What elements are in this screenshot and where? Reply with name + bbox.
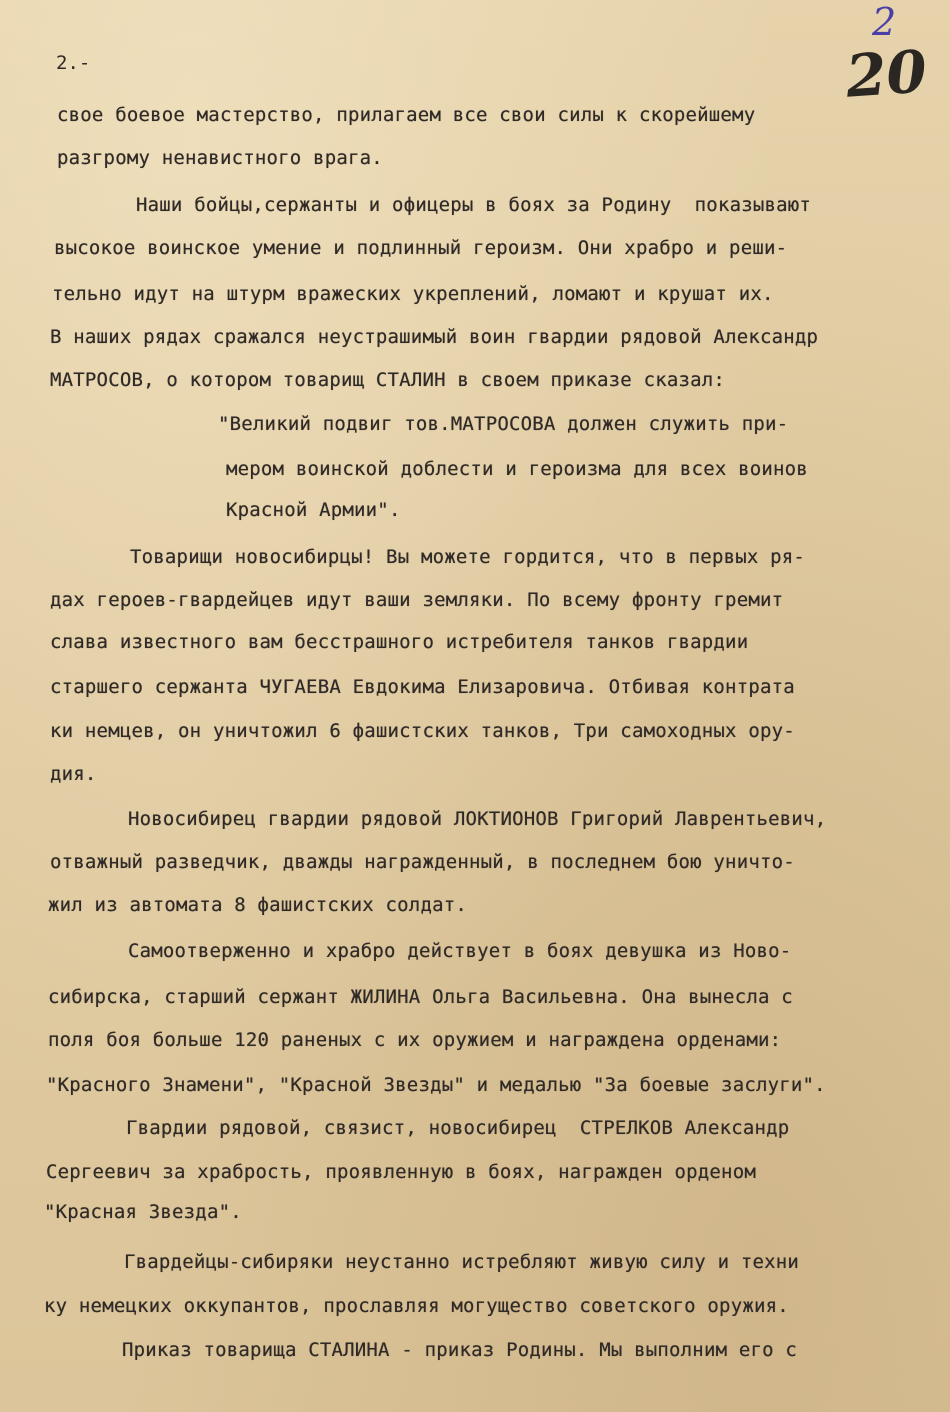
text-line: поля боя больше 120 раненых с их оружием и награждена орденами: xyxy=(48,1029,782,1051)
text-line: свое боевое мастерство, прилагаем все свои силы к скорейшему xyxy=(57,104,756,126)
text-line: Товарищи новосибирцы! Вы можете гордится, что в первых ря- xyxy=(130,546,806,568)
quote-line: Красной Армии". xyxy=(226,499,401,521)
text-line: разгрому ненавистного врага. xyxy=(57,147,383,169)
typed-page-number: 2.- xyxy=(56,52,91,74)
quote-line: "Великий подвиг тов.МАТРОСОВА должен служить при- xyxy=(218,413,789,435)
text-line: Новосибирец гвардии рядовой ЛОКТИОНОВ Григорий Лаврентьевич, xyxy=(128,808,827,830)
text-line: В наших рядах сражался неустрашимый воин гвардии рядовой Александр xyxy=(50,326,819,348)
quote-line: мером воинской доблести и героизма для всех воинов xyxy=(226,458,808,480)
text-line: слава известного вам бесстрашного истребителя танков гвардии xyxy=(50,631,749,653)
text-line: Приказ товарища СТАЛИНА - приказ Родины. Мы выполним его с xyxy=(122,1339,798,1361)
text-line: Гвардии рядовой, связист, новосибирец СТРЕЛКОВ Александр xyxy=(126,1117,790,1139)
text-line: отважный разведчик, дважды награжденный, в последнем бою уничто- xyxy=(50,851,795,873)
text-line: старшего сержанта ЧУГАЕВА Евдокима Елизаровича. Отбивая контрата xyxy=(50,676,795,698)
text-line: Гвардейцы-сибиряки неустанно истребляют живую силу и техни xyxy=(124,1251,800,1273)
text-line: жил из автомата 8 фашистских солдат. xyxy=(48,894,468,916)
text-line: Наши бойцы,сержанты и офицеры в боях за Родину показывают xyxy=(136,194,812,216)
text-line: дия. xyxy=(50,763,97,785)
text-line: "Красная Звезда". xyxy=(44,1201,242,1223)
text-line: "Красного Знамени", "Красной Звезды" и медалью "За боевые заслуги". xyxy=(46,1074,826,1096)
handwritten-sheet-number: 20 xyxy=(843,37,929,111)
text-line: ку немецких оккупантов, прославляя могущество советского оружия. xyxy=(44,1295,789,1317)
text-line: ки немцев, он уничтожил 6 фашистских танков, Три самоходных ору- xyxy=(50,720,795,742)
text-line: высокое воинское умение и подлинный героизм. Они храбро и реши- xyxy=(54,237,788,259)
handwritten-page-number: 2 xyxy=(872,0,897,44)
text-line: сибирска, старший сержант ЖИЛИНА Ольга Васильевна. Она вынесла с xyxy=(48,986,793,1008)
text-line: тельно идут на штурм вражеских укреплений, ломают и крушат их. xyxy=(52,283,774,305)
text-line: МАТРОСОВ, о котором товарищ СТАЛИН в своем приказе сказал: xyxy=(50,369,726,391)
text-line: Самоотверженно и храбро действует в боях девушка из Ново- xyxy=(128,940,792,962)
text-line: дах героев-гвардейцев идут ваши земляки. По всему фронту гремит xyxy=(50,589,784,611)
text-line: Сергеевич за храбрость, проявленную в боях, награжден орденом xyxy=(46,1161,756,1183)
